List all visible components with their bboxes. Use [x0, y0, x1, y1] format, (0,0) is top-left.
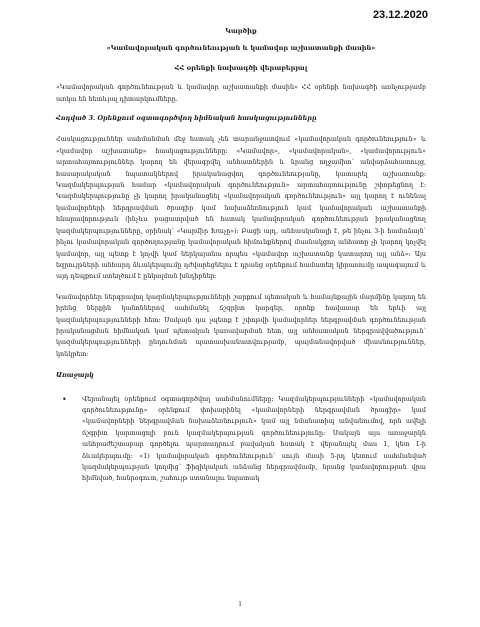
intro-paragraph: «Կամավորական գործունեության և կամավոր աշխատանքի մասին» ՀՀ օրենքի նախագծի առնչությամբ առկա են հետևյալ դիտարկումները.: [56, 83, 426, 103]
document-title: Կարծիք: [225, 27, 257, 35]
section-heading: Հոդված 3. Օրենքում օգտագործվող հիմնական հասկացությունները: [56, 114, 317, 123]
document-subtitle: «Կամավորական գործունեության և կամավոր աշխատանքի մասին»: [106, 44, 376, 53]
body-paragraph: Հասկացություններ սահմանման մեջ հստակ չեն տարանջատվում «կամավորական գործունեություն» և «կամավոր աշխատանք» հասկացությունները: «Կամավոր», «կամավորական», «կամավորություն» արտահայտություններ կարող են վերագրվել անհատներին և նրանց ողջամիտ՝ անվարձահատույց, հասարակական նպատակներով իրականացվող գործունեությանը, կատարել աշխատանք: Կազմակերպության համար «կամավորական գործունեություն» արտահայտությունը շփոթեցնող է: Կազմակերպությունը չի կարող իրականացնել «կամավորական գործունեություն» այլ կարող է ունենալ կամավորների ներգրավման ծրագիր կամ նախաձեռնություն կամ կամավորական աշխատանքի հնարավորություն (ինչևս բացատրված են հստակ կամավորական գործունեության իրականացնող կազմակերպությունները, օրինակ՝ «Կարմիր Խաչը»): Բացի այդ, անհասկանալի է, թե ինչու 3-ի համաձայն՝ ինչու կամավորական գործողությանը կամավորական հիմունքներով մասնակցող անհատը չի կարող կոչվել կամավոր, այլ պետք է կոչվի կամ ներկայանա որպես «կամավոր աշխատանք կատարող այլ անձ»: Այս եզրույթների անհարդ ձևակերպումը դժվարեցնելու է դրանց օրենքում համատեղ կիրառումը ապագայում և այդ դեպքում ստեղծում է ընկալման խնդիրներ:: [56, 135, 426, 281]
document-date: 23.12.2020: [372, 9, 428, 21]
bullet-icon: •: [62, 394, 67, 404]
bullet-text: Վերանայել օրենքում օգտագործվող սահմանումները: Կազմակերպությունների «կամավորական գործունեությունը» օրենքում փոխարինել «կամավորների ներգրավման ծրագիր» կամ «կամավորների ներգրավման նախաձեռնություն» կամ այլ նմանատիպ անվանումով, որն ավելի ճշգրիտ կարտացոլի բուն կազմակերպության գործունեությունը: Սակայն այս առաջարկն անհրաժեշտաբար գործելու պարտադրում բավական հստակ է վերանայել մաս 1, կետ 1-ի ձևակերպումը: «1) կամավորական գործունեություն՝ սույն մասի 5-րդ կետում սահմանված կազմակերպության կողմից՝ ֆիզիկական անձանց ներգրավմամբ, նրանց կամավորության վրա հիմնված, հանրօգուտ, շահույթ ստանալու նպատակ: [82, 394, 426, 483]
body-paragraph: Կամավորներ ներգրավող կազմակերպությունների շարքում պետական և համայնքային մարմինը կարող են իրենց ներքին կանոններով սահմանել ճշգրիտ կարգեր, որոնք հավասար են երևի այլ կազմակերպությունների հետ: Սակայն դա չպետք է շփոթվի կամավորներ ներգրավման գործունեության իրականացման հիմնական կամ պետական կառավարման հետ, այլ անհատական ներգրավվածություն՝ կազմակերպությունների ընդունման պատասխանատվությամբ, պայմանավորված միասնություններ, կոնկրետ:: [56, 292, 426, 358]
proposal-bullet: [56, 394, 426, 485]
proposal-heading: Առաջարկ: [56, 371, 94, 380]
document-subtitle-2: ՀՀ օրենքի նախագծի վերաբերյալ: [174, 63, 308, 72]
document-body: [56, 26, 426, 485]
page-number: 1: [238, 600, 242, 608]
